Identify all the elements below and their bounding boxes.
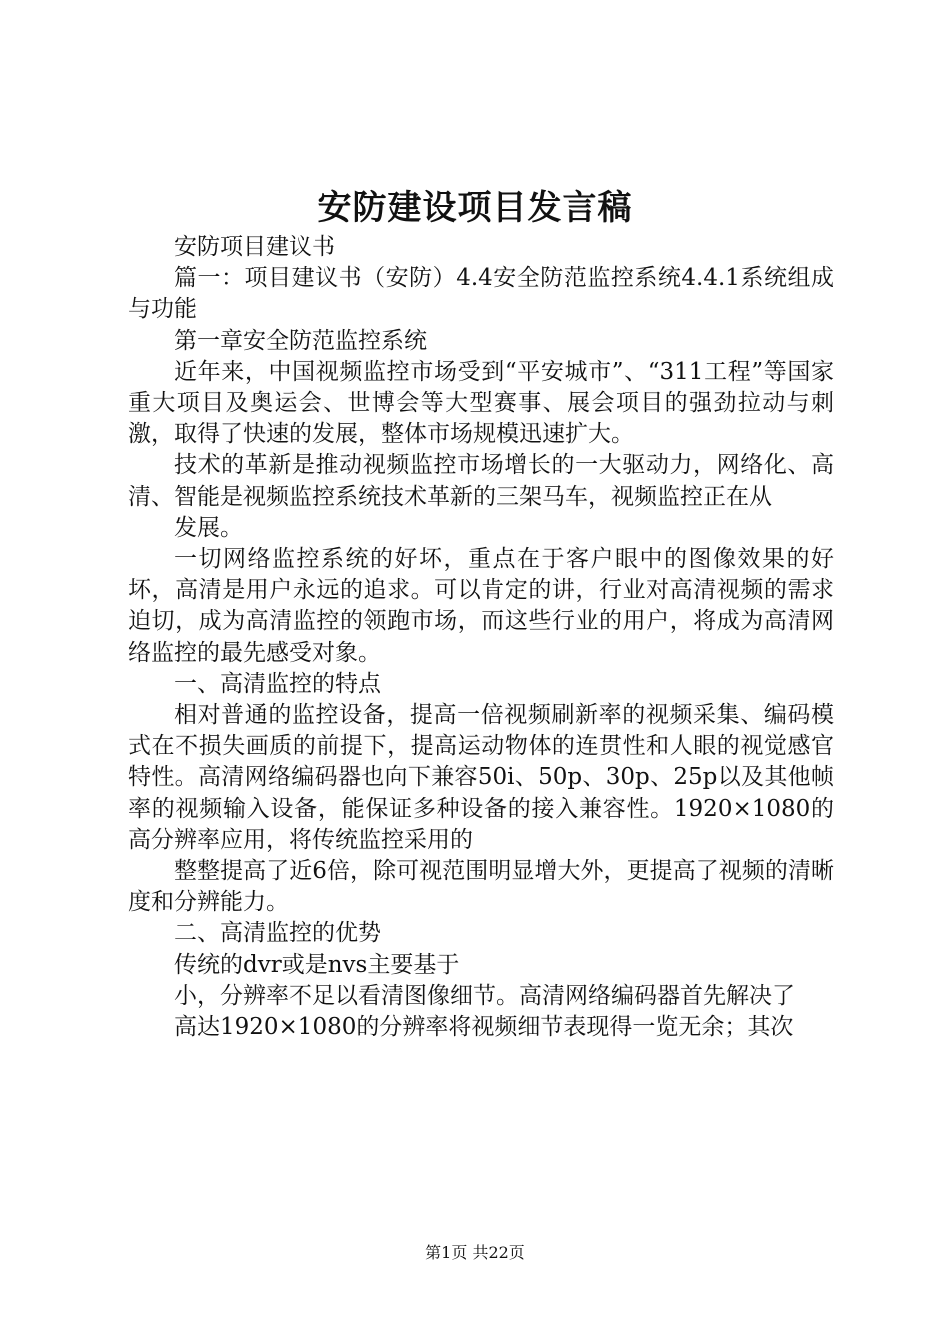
- paragraph: 发展。: [174, 514, 243, 541]
- paragraph: 篇一：项目建议书（安防）4.4安全防范监控系统4.4.1系统组成与功能: [128, 265, 834, 323]
- section-heading: 二、高清监控的优势: [174, 920, 381, 947]
- paragraph: 相对普通的监控设备，提高一倍视频刷新率的视频采集、编码模式在不损失画质的前提下，提高运动物体的连贯性和人眼的视觉感官特性。高清网络编码器也向下兼容50i、50p、30p、25p以及其他帧率的视频输入设备，能保证多种设备的接入兼容性。1920×1080的高分辨率应用，将传统监控采用的: [128, 702, 834, 853]
- paragraph: 第一章安全防范监控系统: [174, 327, 427, 354]
- page-footer: 第1页 共22页: [425, 1243, 525, 1262]
- section-heading: 一、高清监控的特点: [174, 670, 381, 697]
- paragraph: 整整提高了近6倍，除可视范围明显增大外，更提高了视频的清晰度和分辨能力。: [128, 858, 834, 916]
- paragraph: 一切网络监控系统的好坏，重点在于客户眼中的图像效果的好坏，高清是用户永远的追求。可以肯定的讲，行业对高清视频的需求迫切，成为高清监控的领跑市场，而这些行业的用户，将成为高清网络监控的最先感受对象。: [128, 546, 834, 666]
- document-body: [128, 232, 834, 1043]
- paragraph: 安防项目建议书: [174, 234, 335, 260]
- paragraph: 小，分辨率不足以看清图像细节。高清网络编码器首先解决了: [174, 982, 795, 1009]
- paragraph: 技术的革新是推动视频监控市场增长的一大驱动力，网络化、高清、智能是视频监控系统技术革新的三架马车，视频监控正在从: [128, 452, 834, 510]
- document-title: 安防建设项目发言稿: [317, 188, 633, 228]
- paragraph: 高达1920×1080的分辨率将视频细节表现得一览无余；其次: [174, 1014, 794, 1041]
- paragraph: 近年来，中国视频监控市场受到“平安城市”、“311工程”等国家重大项目及奥运会、世博会等大型赛事、展会项目的强劲拉动与刺激，取得了快速的发展，整体市场规模迅速扩大。: [128, 358, 834, 448]
- paragraph: 传统的dvr或是nvs主要基于: [174, 951, 460, 978]
